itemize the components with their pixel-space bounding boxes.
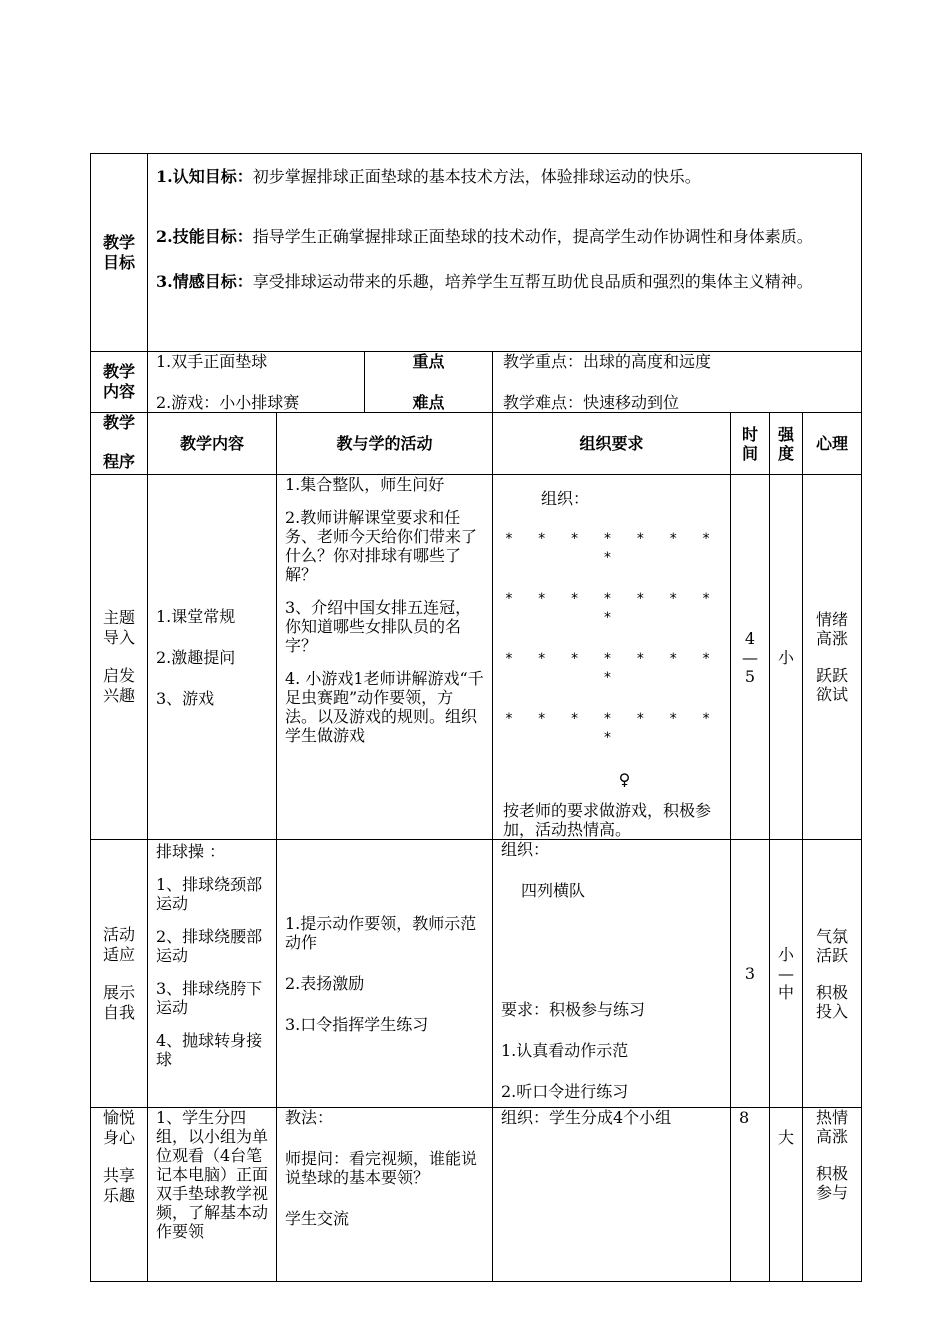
header-psych: 心理 [803, 413, 862, 475]
row2-psych: 气氛 活跃 积极 投入 [803, 840, 862, 1108]
row3-time: 8 [731, 1108, 770, 1282]
row1-psych: 情绪 高涨 跃跃 欲试 [803, 475, 862, 840]
header-program: 教学 程序 [91, 413, 148, 475]
formation-row: * * * * * * * * [504, 711, 719, 746]
content-items: 1.双手正面垫球 2.游戏：小小排球赛 [148, 352, 365, 413]
objective-1: 1.认知目标：初步掌握排球正面垫球的基本技术方法，体验排球运动的快乐。 [156, 167, 701, 186]
objectives-label: 教学 目标 [91, 154, 148, 352]
content-label: 教学 内容 [91, 352, 148, 413]
formation-row: * * * * * * * * [504, 591, 719, 626]
row2-activities: 1.提示动作要领，教师示范动作 2.表扬激励 3.口令指挥学生练习 [277, 840, 493, 1108]
header-activities: 教与学的活动 [277, 413, 493, 475]
row3-intensity: 大 [770, 1108, 803, 1282]
row2-program: 活动 适应 展示 自我 [91, 840, 148, 1108]
formation-row: * * * * * * * * [504, 531, 719, 566]
row1-time: 4 — 5 [731, 475, 770, 840]
header-time: 时 间 [731, 413, 770, 475]
row3-program: 愉悦 身心 共享 乐趣 [91, 1108, 148, 1282]
header-content: 教学内容 [148, 413, 277, 475]
row2-org: 组织： 四列横队 要求：积极参与练习 1.认真看动作示范 2.听口令进行练习 [493, 840, 731, 1108]
lesson-plan-table [90, 153, 862, 1282]
header-org: 组织要求 [493, 413, 731, 475]
objective-3: 3.情感目标：享受排球运动带来的乐趣，培养学生互帮互助优良品质和强烈的集体主义精神。 [156, 272, 813, 291]
row1-activities: 1.集合整队，师生问好 2.教师讲解课堂要求和任务、老师今天给你们带来了什么？你对排球有哪些了解？ 3、介绍中国女排五连冠，你知道哪些女排队员的名字？ 4. 小游戏1老师讲解游戏“千足虫赛跑”动作要领，方法。以及游戏的规则。组织学生做游戏 [277, 475, 493, 840]
table-row [91, 1108, 862, 1282]
row1-intensity: 小 [770, 475, 803, 840]
objectives-cell [148, 154, 862, 352]
row2-time: 3 [731, 840, 770, 1108]
objective-2: 2.技能目标：指导学生正确掌握排球正面垫球的技术动作，提高学生动作协调性和身体素质。 [156, 227, 813, 246]
row3-psych: 热情 高涨 积极 参与 [803, 1108, 862, 1282]
table-row [91, 475, 862, 840]
header-intensity: 强 度 [770, 413, 803, 475]
key-difficulty-text: 教学重点：出球的高度和远度 教学难点：快速移动到位 [493, 352, 862, 413]
formation-row: * * * * * * * * [504, 651, 719, 686]
row3-org: 组织：学生分成4个小组 [493, 1108, 731, 1282]
row2-content: 排球操 ： 1、排球绕颈部运动 2、排球绕腰部运动 3、排球绕胯下运动 4、抛球转身接球 [148, 840, 277, 1108]
row3-activities: 教法： 师提问：看完视频，谁能说说垫球的基本要领？ 学生交流 [277, 1108, 493, 1282]
teacher-symbol: ♀ [618, 770, 631, 789]
row1-content: 1.课堂常规 2.激趣提问 3、游戏 [148, 475, 277, 840]
row3-content: 1、学生分四组，以小组为单位观看（4台笔记本电脑）正面双手垫球教学视频，了解基本动作要领 [148, 1108, 277, 1282]
row1-program: 主题 导入 启发 兴趣 [91, 475, 148, 840]
key-difficulty-labels: 重点 难点 [365, 352, 493, 413]
table-row [91, 840, 862, 1108]
row1-org: 组织： * * * * * * * * * * * * * * * * * * * * * * * * * * * * * * * * ♀ 按老师的要求做游戏，积极参加，活动热情高。 [493, 475, 731, 840]
row2-intensity: 小 — 中 [770, 840, 803, 1108]
